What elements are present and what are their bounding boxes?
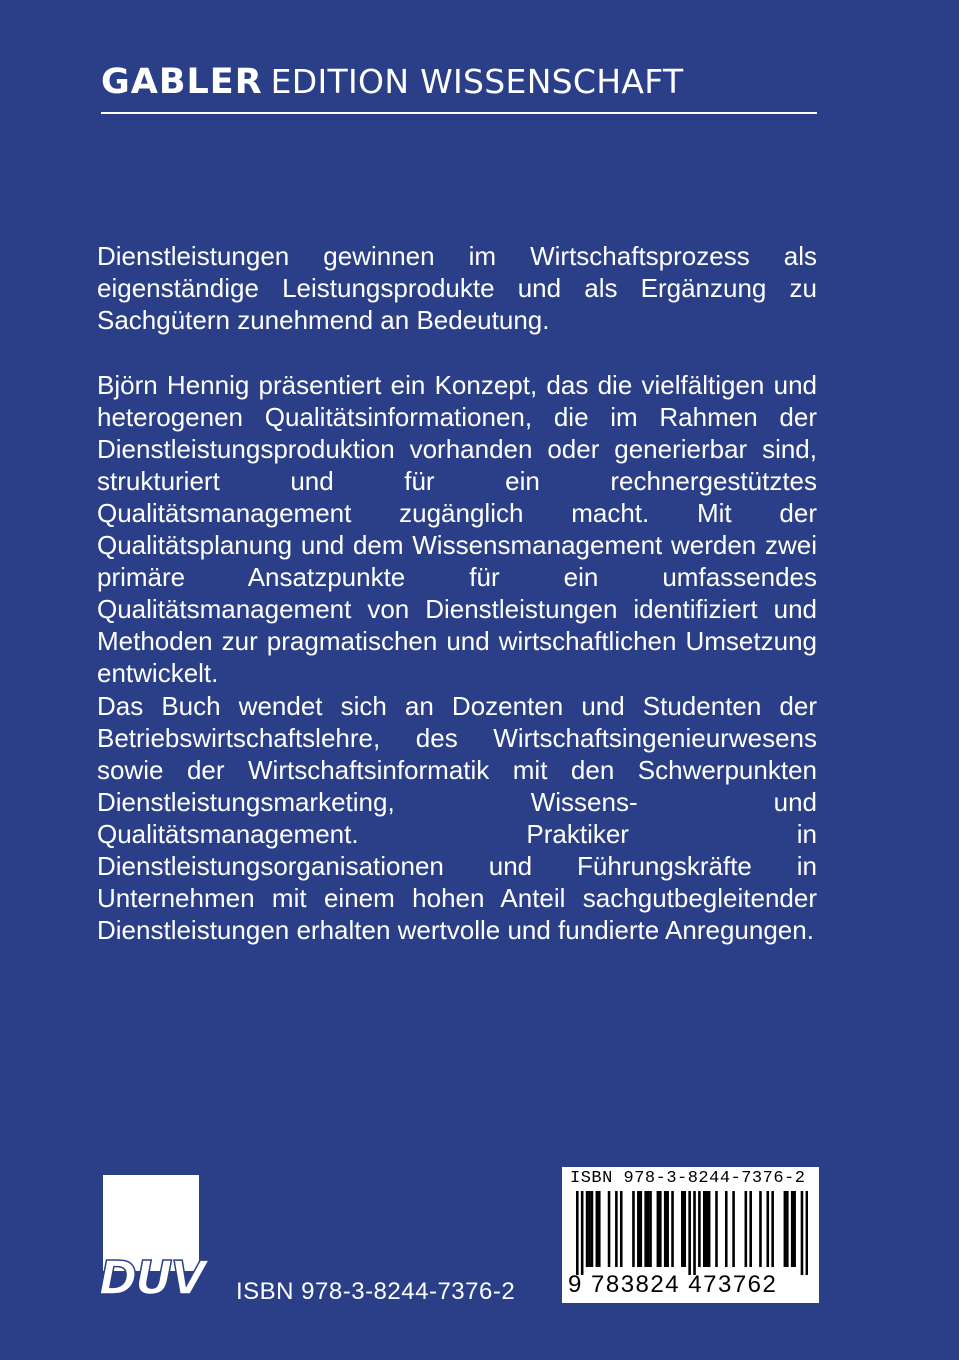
barcode-bar	[745, 1191, 748, 1267]
barcode-bar	[759, 1191, 762, 1267]
barcode-bar	[791, 1191, 794, 1267]
barcode-bar	[749, 1191, 752, 1267]
blurb-paragraph-3: Das Buch wendet sich an Dozenten und Studenten der Betriebswirtschaftslehre, des Wirtschaftsingenieurwesens sowie der Wirtschaftsinformatik mit den Schwerpunkten Dienstleistungsmarketing, Wissens- und Qualitätsmanagement. Praktiker in Dienstleistungsorganisationen und Führungskräfte in Unternehmen mit einem hohen Anteil sachgutbegleitender Dienstleistungen erhalten wertvolle und fundierte Anregungen.	[97, 691, 817, 945]
barcode-bar	[698, 1191, 701, 1267]
isbn-label: ISBN 978-3-8244-7376-2	[236, 1278, 516, 1305]
barcode-digits: 9 783824 473762	[568, 1271, 778, 1298]
barcode-bar	[708, 1191, 711, 1267]
series-title	[101, 62, 817, 114]
barcode-bar	[784, 1191, 787, 1267]
blurb-paragraph-1: Dienstleistungen gewinnen im Wirtschaftsprozess als eigenständige Leistungsprodukte und als Ergänzung zu Sachgütern zunehmend an Bedeutung.	[97, 241, 817, 335]
barcode-bar	[786, 1191, 789, 1267]
barcode-bar	[596, 1191, 599, 1267]
publisher-logo	[99, 1175, 205, 1303]
barcode-isbn-line: ISBN 978-3-8244-7376-2	[570, 1169, 806, 1188]
barcode-bar	[693, 1191, 696, 1275]
barcode-bar	[632, 1191, 635, 1267]
barcode-bar	[705, 1191, 708, 1267]
barcode-bar	[637, 1191, 640, 1267]
barcode-bar	[576, 1191, 579, 1275]
barcode-bar	[598, 1191, 601, 1267]
blurb-paragraph-2: Björn Hennig präsentiert ein Konzept, das die vielfältigen und heterogenen Qualitätsinformationen, die im Rahmen der Dienstleistungsproduktion vorhanden oder generierbar sind, strukturiert und für ein rechnergestütztes Qualitätsmanagement zugänglich macht. Mit der Qualitätsplanung und dem Wissensmanagement werden zwei primäre Ansatzpunkte für ein umfassendes Qualitätsmanagement von Dienstleistungen identifiziert und Methoden zur pragmatischen und wirtschaftlichen Umsetzung entwickelt.	[97, 370, 817, 688]
barcode-bar	[615, 1191, 618, 1267]
barcode-bar	[801, 1191, 804, 1275]
barcode-bar	[725, 1191, 728, 1267]
barcode-bar	[732, 1191, 735, 1267]
barcode-bar	[688, 1191, 691, 1275]
series-title-edition: EDITION WISSENSCHAFT	[270, 62, 684, 101]
series-title-publisher: GABLER	[101, 62, 263, 102]
barcode-bar	[771, 1191, 774, 1267]
barcode-bar	[671, 1191, 674, 1267]
barcode-bar	[664, 1191, 667, 1267]
barcode-bar	[703, 1191, 706, 1267]
barcode-bar	[586, 1191, 589, 1267]
barcode-bars	[576, 1191, 808, 1275]
barcode-bar	[681, 1191, 684, 1267]
barcode-bar	[666, 1191, 669, 1267]
barcode-bar	[591, 1191, 594, 1267]
barcode-bar	[639, 1191, 642, 1267]
barcode-panel	[562, 1167, 819, 1303]
barcode-bar	[657, 1191, 660, 1267]
barcode-bar	[608, 1191, 611, 1267]
barcode-bar	[806, 1191, 808, 1275]
barcode-bar	[715, 1191, 718, 1267]
barcode-bar	[766, 1191, 769, 1267]
barcode-bar	[649, 1191, 652, 1267]
barcode-bar	[659, 1191, 662, 1267]
logo-text: DUV	[99, 1251, 205, 1305]
barcode-bar	[647, 1191, 650, 1267]
barcode-bar	[644, 1191, 647, 1267]
barcode-bar	[620, 1191, 623, 1267]
barcode-bar	[588, 1191, 591, 1267]
barcode-bar	[581, 1191, 584, 1275]
barcode-bar	[793, 1191, 796, 1267]
barcode-bar	[683, 1191, 686, 1267]
